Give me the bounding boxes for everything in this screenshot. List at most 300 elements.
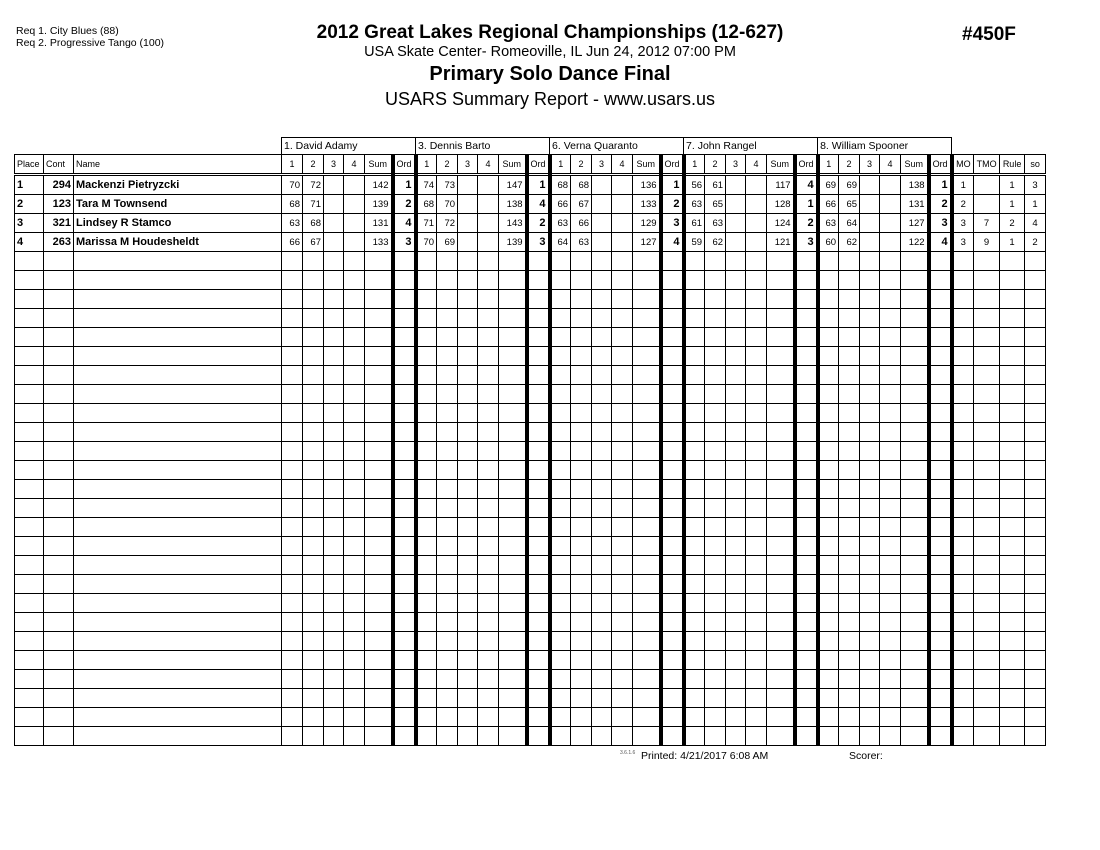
empty-cell [571, 518, 592, 537]
empty-cell [416, 366, 437, 385]
empty-cell [880, 252, 901, 271]
empty-cell [839, 404, 860, 423]
empty-cell [393, 689, 416, 708]
empty-cell [1025, 556, 1046, 575]
empty-cell [365, 594, 393, 613]
empty-cell [478, 575, 499, 594]
empty-cell [499, 670, 527, 689]
empty-cell [880, 328, 901, 347]
empty-cell [344, 385, 365, 404]
empty-cell [44, 613, 74, 632]
empty-row [15, 309, 1046, 328]
empty-cell [592, 404, 612, 423]
empty-cell [282, 404, 303, 423]
empty-cell [661, 556, 684, 575]
empty-cell [15, 366, 44, 385]
empty-cell [860, 518, 880, 537]
empty-cell [44, 632, 74, 651]
empty-cell [1000, 518, 1025, 537]
empty-cell [746, 670, 767, 689]
empty-cell [550, 575, 571, 594]
empty-cell [527, 632, 550, 651]
empty-cell [365, 385, 393, 404]
empty-cell [684, 347, 705, 366]
empty-cell [550, 689, 571, 708]
empty-cell [795, 518, 818, 537]
empty-cell [746, 423, 767, 442]
empty-cell [612, 689, 633, 708]
empty-cell [458, 461, 478, 480]
empty-cell [282, 423, 303, 442]
empty-cell [44, 575, 74, 594]
empty-cell [746, 328, 767, 347]
empty-cell [860, 632, 880, 651]
empty-cell [726, 727, 746, 746]
empty-cell [633, 252, 661, 271]
empty-cell [705, 537, 726, 556]
empty-cell [929, 689, 952, 708]
score-cell [324, 175, 344, 195]
empty-cell [478, 727, 499, 746]
empty-row [15, 575, 1046, 594]
empty-cell [499, 404, 527, 423]
empty-cell [393, 537, 416, 556]
empty-cell [74, 613, 282, 632]
empty-cell [571, 404, 592, 423]
empty-cell [633, 632, 661, 651]
empty-cell [974, 442, 1000, 461]
empty-cell [324, 537, 344, 556]
judge-column-header: Ord [393, 155, 416, 175]
empty-cell [303, 423, 324, 442]
empty-cell [795, 385, 818, 404]
empty-cell [767, 252, 795, 271]
mo-cell: 3 [952, 214, 974, 233]
empty-cell [437, 271, 458, 290]
score-cell: 71 [303, 195, 324, 214]
empty-cell [44, 670, 74, 689]
empty-cell [612, 404, 633, 423]
empty-cell [15, 499, 44, 518]
empty-cell [767, 290, 795, 309]
empty-cell [901, 632, 929, 651]
empty-cell [901, 518, 929, 537]
judge-column-header: 3 [458, 155, 478, 175]
empty-cell [818, 328, 839, 347]
empty-cell [303, 575, 324, 594]
empty-cell [860, 347, 880, 366]
empty-cell [633, 385, 661, 404]
rule-cell: 1 [1000, 175, 1025, 195]
place-cell: 2 [15, 195, 44, 214]
empty-cell [839, 347, 860, 366]
empty-cell [478, 708, 499, 727]
empty-cell [458, 499, 478, 518]
empty-cell [458, 404, 478, 423]
empty-cell [974, 423, 1000, 442]
tmo-cell: 7 [974, 214, 1000, 233]
empty-cell [499, 271, 527, 290]
empty-cell [860, 461, 880, 480]
empty-cell [952, 556, 974, 575]
empty-cell [705, 252, 726, 271]
tmo-cell [974, 175, 1000, 195]
empty-cell [458, 252, 478, 271]
requirement-1: Req 1. City Blues (88) [16, 25, 119, 37]
empty-cell [15, 689, 44, 708]
empty-cell [571, 480, 592, 499]
empty-cell [416, 727, 437, 746]
empty-cell [726, 328, 746, 347]
empty-cell [746, 404, 767, 423]
empty-cell [74, 423, 282, 442]
skater-name-cell: Lindsey R Stamco [74, 214, 282, 233]
empty-cell [365, 461, 393, 480]
empty-cell [726, 670, 746, 689]
empty-row [15, 689, 1046, 708]
empty-cell [15, 252, 44, 271]
empty-cell [860, 290, 880, 309]
empty-row [15, 442, 1046, 461]
empty-cell [901, 461, 929, 480]
empty-cell [974, 347, 1000, 366]
score-cell [860, 233, 880, 252]
rule-cell: 1 [1000, 195, 1025, 214]
empty-cell [661, 442, 684, 461]
empty-cell [929, 651, 952, 670]
empty-cell [550, 252, 571, 271]
empty-cell [282, 689, 303, 708]
empty-cell [15, 423, 44, 442]
judge-column-header: 2 [705, 155, 726, 175]
empty-cell [880, 480, 901, 499]
empty-cell [15, 708, 44, 727]
empty-cell [393, 404, 416, 423]
empty-cell [952, 480, 974, 499]
empty-cell [499, 442, 527, 461]
empty-cell [478, 309, 499, 328]
empty-cell [746, 461, 767, 480]
empty-cell [303, 670, 324, 689]
empty-cell [839, 670, 860, 689]
judge-name: 1. David Adamy [282, 138, 416, 155]
empty-cell [344, 271, 365, 290]
empty-cell [303, 328, 324, 347]
empty-cell [15, 594, 44, 613]
empty-cell [839, 290, 860, 309]
empty-cell [478, 480, 499, 499]
empty-cell [571, 575, 592, 594]
judge-column-header: 2 [303, 155, 324, 175]
empty-cell [499, 613, 527, 632]
empty-cell [324, 499, 344, 518]
empty-cell [44, 423, 74, 442]
empty-cell [661, 347, 684, 366]
so-cell: 1 [1025, 195, 1046, 214]
empty-cell [1025, 632, 1046, 651]
empty-cell [571, 347, 592, 366]
empty-cell [767, 632, 795, 651]
score-cell: 72 [303, 175, 324, 195]
sum-cell: 117 [767, 175, 795, 195]
empty-cell [44, 708, 74, 727]
empty-cell [612, 499, 633, 518]
sum-cell: 142 [365, 175, 393, 195]
empty-cell [74, 499, 282, 518]
empty-cell [344, 727, 365, 746]
empty-cell [592, 290, 612, 309]
empty-cell [929, 537, 952, 556]
empty-cell [612, 309, 633, 328]
empty-cell [952, 651, 974, 670]
empty-cell [437, 252, 458, 271]
score-cell [746, 233, 767, 252]
empty-cell [282, 499, 303, 518]
empty-cell [74, 632, 282, 651]
empty-cell [393, 366, 416, 385]
empty-cell [592, 689, 612, 708]
empty-cell [527, 670, 550, 689]
empty-cell [416, 518, 437, 537]
results-table [14, 137, 1046, 746]
empty-cell [661, 271, 684, 290]
score-cell: 60 [818, 233, 839, 252]
empty-cell [550, 670, 571, 689]
empty-cell [344, 594, 365, 613]
empty-cell [839, 594, 860, 613]
empty-cell [880, 309, 901, 328]
empty-cell [818, 499, 839, 518]
mo-cell: 2 [952, 195, 974, 214]
empty-cell [901, 404, 929, 423]
empty-cell [592, 651, 612, 670]
empty-cell [303, 518, 324, 537]
empty-cell [324, 575, 344, 594]
empty-cell [1025, 461, 1046, 480]
empty-cell [684, 252, 705, 271]
empty-cell [767, 556, 795, 575]
place-cell: 3 [15, 214, 44, 233]
empty-cell [74, 366, 282, 385]
empty-cell [1000, 499, 1025, 518]
empty-cell [1025, 499, 1046, 518]
empty-cell [478, 366, 499, 385]
sum-cell: 133 [633, 195, 661, 214]
empty-cell [860, 271, 880, 290]
empty-cell [880, 499, 901, 518]
empty-cell [527, 594, 550, 613]
empty-cell [499, 708, 527, 727]
empty-cell [746, 613, 767, 632]
empty-cell [633, 461, 661, 480]
empty-cell [324, 518, 344, 537]
empty-cell [416, 461, 437, 480]
empty-cell [499, 252, 527, 271]
empty-cell [499, 632, 527, 651]
empty-cell [344, 347, 365, 366]
empty-cell [303, 651, 324, 670]
empty-cell [550, 708, 571, 727]
empty-cell [74, 271, 282, 290]
empty-cell [901, 328, 929, 347]
empty-cell [365, 366, 393, 385]
empty-cell [974, 385, 1000, 404]
empty-cell [929, 442, 952, 461]
empty-cell [839, 651, 860, 670]
empty-cell [795, 670, 818, 689]
empty-cell [527, 480, 550, 499]
empty-cell [478, 613, 499, 632]
empty-cell [839, 556, 860, 575]
empty-cell [901, 480, 929, 499]
score-cell: 69 [437, 233, 458, 252]
empty-cell [393, 328, 416, 347]
judge-column-header: Ord [527, 155, 550, 175]
ordinal-cell: 3 [393, 233, 416, 252]
empty-cell [344, 480, 365, 499]
empty-cell [478, 651, 499, 670]
empty-cell [303, 271, 324, 290]
empty-cell [303, 366, 324, 385]
empty-cell [767, 404, 795, 423]
judge-name: 7. John Rangel [684, 138, 818, 155]
empty-cell [478, 423, 499, 442]
empty-cell [795, 556, 818, 575]
empty-cell [74, 708, 282, 727]
empty-cell [839, 575, 860, 594]
empty-cell [499, 461, 527, 480]
empty-cell [416, 651, 437, 670]
empty-cell [44, 727, 74, 746]
column-header-row [15, 155, 1046, 175]
empty-cell [437, 480, 458, 499]
empty-cell [15, 651, 44, 670]
empty-cell [633, 423, 661, 442]
empty-cell [901, 423, 929, 442]
empty-cell [74, 651, 282, 670]
empty-cell [74, 347, 282, 366]
empty-cell [612, 651, 633, 670]
empty-cell [592, 613, 612, 632]
empty-cell [416, 499, 437, 518]
empty-cell [592, 442, 612, 461]
score-cell: 62 [839, 233, 860, 252]
ordinal-cell: 4 [393, 214, 416, 233]
empty-cell [705, 442, 726, 461]
empty-cell [74, 461, 282, 480]
empty-cell [344, 404, 365, 423]
empty-cell [612, 670, 633, 689]
empty-cell [684, 461, 705, 480]
empty-cell [437, 670, 458, 689]
empty-cell [527, 423, 550, 442]
score-cell [478, 195, 499, 214]
empty-cell [952, 271, 974, 290]
empty-cell [344, 328, 365, 347]
empty-cell [15, 461, 44, 480]
empty-cell [767, 271, 795, 290]
empty-cell [612, 461, 633, 480]
judge-column-header: Sum [365, 155, 393, 175]
sum-cell: 133 [365, 233, 393, 252]
column-header: so [1025, 155, 1046, 175]
empty-cell [746, 499, 767, 518]
empty-cell [527, 727, 550, 746]
empty-cell [478, 518, 499, 537]
empty-cell [726, 613, 746, 632]
empty-cell [592, 461, 612, 480]
score-cell: 71 [416, 214, 437, 233]
score-cell: 68 [303, 214, 324, 233]
empty-cell [612, 594, 633, 613]
empty-cell [15, 271, 44, 290]
empty-cell [437, 461, 458, 480]
empty-cell [393, 518, 416, 537]
empty-cell [365, 499, 393, 518]
empty-cell [303, 708, 324, 727]
place-cell: 4 [15, 233, 44, 252]
empty-cell [527, 556, 550, 575]
judge-column-header: 4 [880, 155, 901, 175]
empty-cell [818, 689, 839, 708]
empty-cell [393, 309, 416, 328]
empty-cell [767, 423, 795, 442]
judge-column-header: 1 [550, 155, 571, 175]
empty-cell [499, 423, 527, 442]
empty-cell [592, 632, 612, 651]
empty-cell [592, 328, 612, 347]
empty-cell [901, 442, 929, 461]
empty-cell [746, 575, 767, 594]
score-cell [726, 175, 746, 195]
empty-cell [44, 404, 74, 423]
empty-cell [633, 708, 661, 727]
empty-cell [437, 613, 458, 632]
empty-cell [795, 442, 818, 461]
empty-cell [592, 556, 612, 575]
empty-cell [592, 594, 612, 613]
empty-cell [839, 309, 860, 328]
empty-cell [612, 442, 633, 461]
empty-cell [726, 423, 746, 442]
empty-cell [726, 271, 746, 290]
empty-cell [795, 347, 818, 366]
judge-column-header: Ord [929, 155, 952, 175]
empty-cell [437, 423, 458, 442]
empty-cell [550, 461, 571, 480]
sum-cell: 136 [633, 175, 661, 195]
empty-cell [527, 708, 550, 727]
empty-cell [1000, 727, 1025, 746]
empty-cell [393, 385, 416, 404]
software-version: 3.6.1.6 [620, 750, 636, 756]
empty-cell [15, 290, 44, 309]
empty-cell [437, 499, 458, 518]
empty-cell [1025, 575, 1046, 594]
tmo-cell [974, 195, 1000, 214]
empty-cell [1000, 366, 1025, 385]
empty-cell [282, 461, 303, 480]
judge-column-header: 2 [437, 155, 458, 175]
empty-cell [303, 613, 324, 632]
empty-cell [661, 309, 684, 328]
empty-cell [901, 385, 929, 404]
report-title: USARS Summary Report - www.usars.us [384, 89, 716, 109]
empty-cell [818, 252, 839, 271]
empty-cell [1000, 613, 1025, 632]
score-cell [860, 175, 880, 195]
empty-cell [612, 727, 633, 746]
